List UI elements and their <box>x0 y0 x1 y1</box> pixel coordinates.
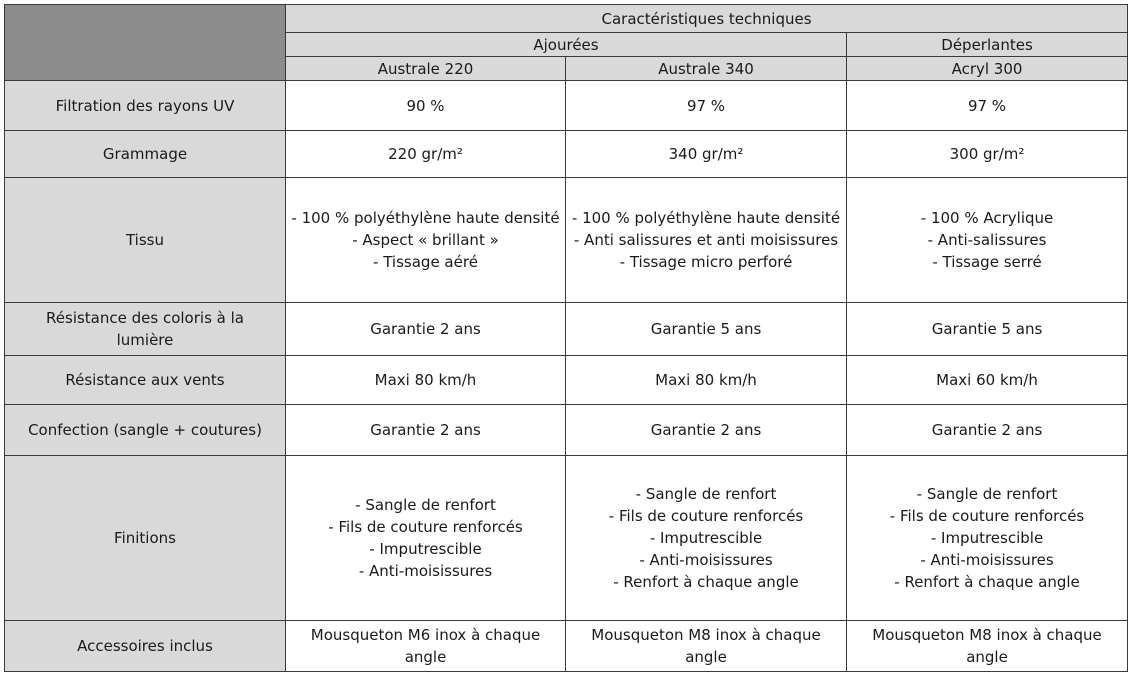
row-label-colorfastness <box>5 303 286 356</box>
product-header-australe-220: Australe 220 <box>286 57 566 81</box>
row-label-line: Grammage <box>102 145 188 163</box>
cell-line: - Anti-moisissures <box>920 551 1054 569</box>
cell-grammage-australe-340 <box>566 131 847 178</box>
cell-line: angle <box>685 648 727 666</box>
cell-line: - 100 % polyéthylène haute densité <box>291 209 560 227</box>
cell-line: - Fils de couture renforcés <box>608 507 804 525</box>
cell-line: - Anti-moisissures <box>639 551 773 569</box>
cell-line: Garantie 2 ans <box>370 320 481 338</box>
cell-line: 340 gr/m² <box>668 145 744 163</box>
cell-line: - Anti salissures et anti moisissures <box>573 231 839 249</box>
cell-line: - Imputrescible <box>649 529 763 547</box>
cell-line: - Tissage micro perforé <box>619 253 793 271</box>
cell-accessoires-acryl-300 <box>847 621 1128 672</box>
cell-line: Garantie 5 ans <box>650 320 762 338</box>
cell-line: - Renfort à chaque angle <box>894 573 1080 591</box>
cell-line: Mousqueton M6 inox à chaque <box>310 626 541 644</box>
row-label-line: lumière <box>116 331 174 349</box>
table-row <box>5 405 1128 456</box>
row-label-line: Filtration des rayons UV <box>55 96 235 115</box>
cell-finitions-australe-340 <box>566 456 847 621</box>
row-label-finitions <box>5 456 286 621</box>
table-row <box>5 178 1128 303</box>
cell-line: - Fils de couture renforcés <box>328 518 523 536</box>
cell-colorfastness-australe-340 <box>566 303 847 356</box>
cell-line: - Aspect « brillant » <box>352 231 499 249</box>
cell-line: - Imputrescible <box>369 540 482 558</box>
cell-line: 90 % <box>406 96 445 115</box>
table-row <box>5 81 1128 131</box>
cell-line: Garantie 5 ans <box>931 320 1043 338</box>
specifications-table <box>4 4 1128 672</box>
cell-confection-acryl-300 <box>847 405 1128 456</box>
group-header-deperlantes: Déperlantes <box>847 33 1128 57</box>
product-header-australe-340: Australe 340 <box>566 57 847 81</box>
table-row <box>5 303 1128 356</box>
table-row <box>5 621 1128 672</box>
table-row <box>5 131 1128 178</box>
cell-grammage-australe-220 <box>286 131 566 178</box>
cell-line: - 100 % polyéthylène haute densité <box>571 209 841 227</box>
row-label-accessoires <box>5 621 286 672</box>
table-row <box>5 456 1128 621</box>
row-label-uv-filtration <box>5 81 286 131</box>
cell-line: - Renfort à chaque angle <box>613 573 799 591</box>
row-label-line: Finitions <box>114 529 176 547</box>
cell-line: - Anti-salissures <box>927 231 1047 249</box>
row-label-confection <box>5 405 286 456</box>
cell-confection-australe-340 <box>566 405 847 456</box>
row-label-grammage <box>5 131 286 178</box>
row-label-line: Tissu <box>125 231 164 249</box>
cell-tissu-acryl-300 <box>847 178 1128 303</box>
cell-line: - 100 % Acrylique <box>920 209 1054 227</box>
cell-tissu-australe-220 <box>286 178 566 303</box>
row-label-line: Confection (sangle + coutures) <box>28 421 262 439</box>
cell-confection-australe-220 <box>286 405 566 456</box>
cell-line: Maxi 80 km/h <box>655 371 757 389</box>
cell-uv-filtration-australe-220 <box>286 81 566 131</box>
group-header-ajourees: Ajourées <box>286 33 847 57</box>
cell-line: - Sangle de renfort <box>916 485 1058 503</box>
cell-accessoires-australe-220 <box>286 621 566 672</box>
row-label-tissu <box>5 178 286 303</box>
header-corner-cell <box>5 5 286 81</box>
cell-line: angle <box>404 648 447 666</box>
cell-line: Garantie 2 ans <box>931 421 1043 439</box>
cell-line: Maxi 80 km/h <box>374 371 477 389</box>
cell-colorfastness-australe-220 <box>286 303 566 356</box>
cell-line: 97 % <box>686 96 726 115</box>
table-row <box>5 356 1128 405</box>
cell-line: Mousqueton M8 inox à chaque <box>591 626 821 644</box>
row-label-line: Résistance aux vents <box>65 371 225 389</box>
cell-colorfastness-acryl-300 <box>847 303 1128 356</box>
product-header-acryl-300: Acryl 300 <box>847 57 1128 81</box>
cell-line: Maxi 60 km/h <box>936 371 1038 389</box>
cell-line: 220 gr/m² <box>388 145 463 163</box>
cell-line: - Sangle de renfort <box>635 485 777 503</box>
cell-line: - Fils de couture renforcés <box>889 507 1085 525</box>
cell-line: 300 gr/m² <box>949 145 1025 163</box>
cell-line: Mousqueton M8 inox à chaque <box>872 626 1102 644</box>
cell-wind-resistance-australe-340 <box>566 356 847 405</box>
cell-line: Garantie 2 ans <box>650 421 762 439</box>
cell-wind-resistance-australe-220 <box>286 356 566 405</box>
cell-finitions-acryl-300 <box>847 456 1128 621</box>
row-label-line: Accessoires inclus <box>77 637 213 655</box>
cell-line: - Sangle de renfort <box>355 496 496 514</box>
cell-accessoires-australe-340 <box>566 621 847 672</box>
cell-tissu-australe-340 <box>566 178 847 303</box>
cell-wind-resistance-acryl-300 <box>847 356 1128 405</box>
cell-grammage-acryl-300 <box>847 131 1128 178</box>
table-title: Caractéristiques techniques <box>286 5 1128 33</box>
cell-line: angle <box>966 648 1008 666</box>
row-label-line: Résistance des coloris à la <box>46 309 244 327</box>
row-label-wind-resistance <box>5 356 286 405</box>
cell-line: - Anti-moisissures <box>358 562 493 580</box>
cell-line: - Imputrescible <box>930 529 1044 547</box>
cell-line: - Tissage aéré <box>373 253 478 271</box>
cell-line: - Tissage serré <box>932 253 1042 271</box>
cell-uv-filtration-acryl-300 <box>847 81 1128 131</box>
cell-finitions-australe-220 <box>286 456 566 621</box>
cell-uv-filtration-australe-340 <box>566 81 847 131</box>
cell-line: 97 % <box>967 96 1007 115</box>
cell-line: Garantie 2 ans <box>370 421 481 439</box>
